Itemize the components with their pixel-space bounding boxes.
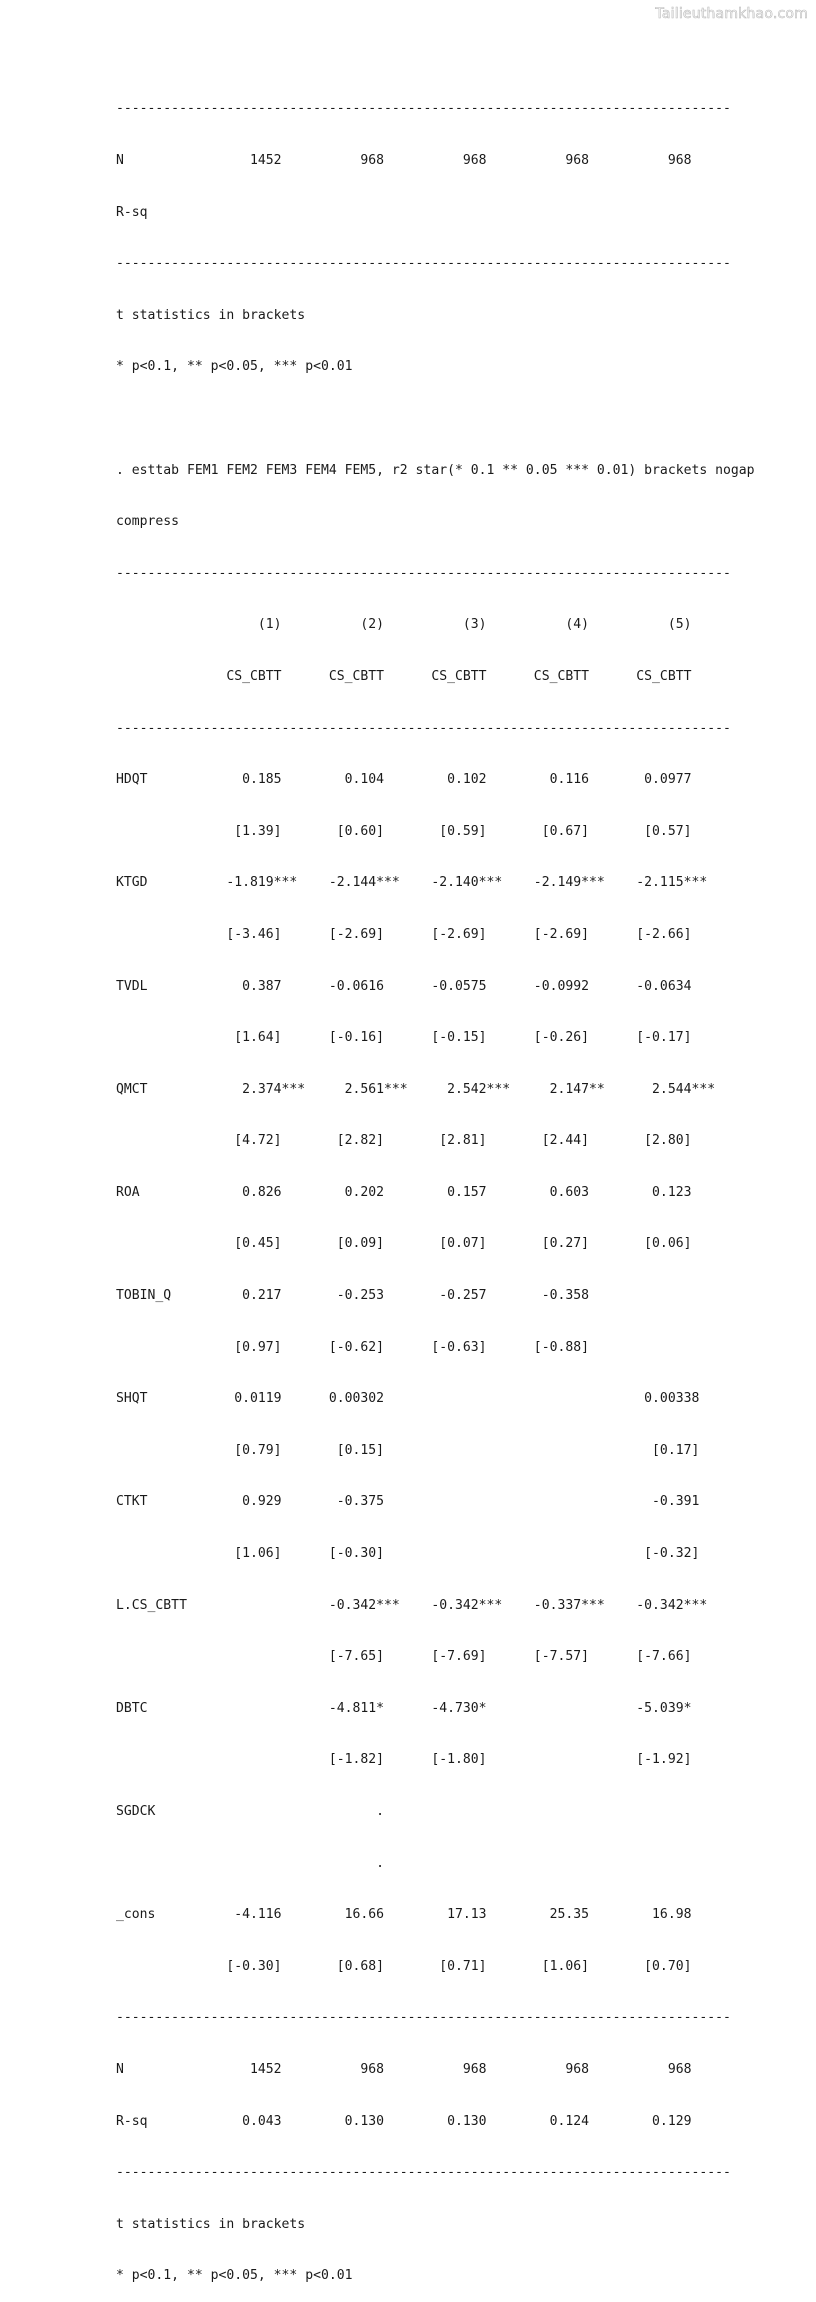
watermark-text: Tailieuthamkhao.com — [655, 6, 808, 22]
table-row: HDQT 0.185 0.104 0.102 0.116 0.0977 — [116, 772, 692, 788]
footnote-t-stat: t statistics in brackets — [116, 307, 306, 323]
divider-line: ------------------------------------------------------------------------------ — [116, 2165, 731, 2181]
table-header-numbers: (1) (2) (3) (4) (5) — [116, 617, 692, 633]
table-row: [1.64] [-0.16] [-0.15] [-0.26] [-0.17] — [116, 1030, 692, 1046]
divider-line: ------------------------------------------------------------------------------ — [116, 2010, 731, 2026]
table-row: DBTC -4.811* -4.730* -5.039* — [116, 1700, 692, 1716]
summary-rsq-row: R-sq — [116, 204, 148, 220]
table-row: ROA 0.826 0.202 0.157 0.603 0.123 — [116, 1184, 692, 1200]
table-row: [-0.30] [0.68] [0.71] [1.06] [0.70] — [116, 1958, 692, 1974]
footnote-significance: * p<0.1, ** p<0.05, *** p<0.01 — [116, 359, 353, 375]
table-row: [1.39] [0.60] [0.59] [0.67] [0.57] — [116, 823, 692, 839]
table-row: [-3.46] [-2.69] [-2.69] [-2.69] [-2.66] — [116, 926, 692, 942]
table-row: TOBIN_Q 0.217 -0.253 -0.257 -0.358 — [116, 1288, 589, 1304]
table-row: TVDL 0.387 -0.0616 -0.0575 -0.0992 -0.0634 — [116, 978, 692, 994]
table-row: [4.72] [2.82] [2.81] [2.44] [2.80] — [116, 1133, 692, 1149]
command-line-continued: compress — [116, 514, 180, 530]
blank-line — [116, 410, 755, 427]
command-line: . esttab FEM1 FEM2 FEM3 FEM4 FEM5, r2 star(* 0.1 ** 0.05 *** 0.01) brackets nogap — [116, 462, 755, 478]
table-row: L.CS_CBTT -0.342*** -0.342*** -0.337*** -0.342*** — [116, 1597, 708, 1613]
footnote-significance: * p<0.1, ** p<0.05, *** p<0.01 — [116, 2268, 353, 2284]
table-row: [1.06] [-0.30] [-0.32] — [116, 1546, 700, 1562]
table-header-depvar: CS_CBTT CS_CBTT CS_CBTT CS_CBTT CS_CBTT — [116, 668, 692, 684]
divider-line: ------------------------------------------------------------------------------ — [116, 256, 731, 272]
table-row: _cons -4.116 16.66 17.13 25.35 16.98 — [116, 1907, 692, 1923]
table-row: SGDCK . — [116, 1804, 385, 1819]
table-row: [0.97] [-0.62] [-0.63] [-0.88] — [116, 1339, 589, 1355]
stats-row-rsq: R-sq 0.043 0.130 0.130 0.124 0.129 — [116, 2113, 692, 2129]
divider-line: ------------------------------------------------------------------------------ — [116, 565, 731, 581]
summary-n-row: N 1452 968 968 968 968 — [116, 153, 692, 168]
table-row: [0.79] [0.15] [0.17] — [116, 1442, 700, 1458]
divider-line: ------------------------------------------------------------------------------ — [116, 720, 731, 736]
footnote-t-stat: t statistics in brackets — [116, 2216, 306, 2232]
table-row: . — [116, 1855, 385, 1871]
table-row: QMCT 2.374*** 2.561*** 2.542*** 2.147** 2.544*** — [116, 1081, 716, 1097]
table-row: [-7.65] [-7.69] [-7.57] [-7.66] — [116, 1649, 692, 1665]
table-row: CTKT 0.929 -0.375 -0.391 — [116, 1494, 700, 1510]
stata-output-log — [116, 66, 755, 2302]
divider-line: ------------------------------------------------------------------------------ — [116, 101, 731, 117]
table-row: [0.45] [0.09] [0.07] [0.27] [0.06] — [116, 1236, 692, 1252]
table-row: SHQT 0.0119 0.00302 0.00338 — [116, 1391, 700, 1407]
table-row: KTGD -1.819*** -2.144*** -2.140*** -2.149*** -2.115*** — [116, 875, 708, 891]
table-row: [-1.82] [-1.80] [-1.92] — [116, 1752, 692, 1768]
stats-row-n: N 1452 968 968 968 968 — [116, 2061, 692, 2077]
